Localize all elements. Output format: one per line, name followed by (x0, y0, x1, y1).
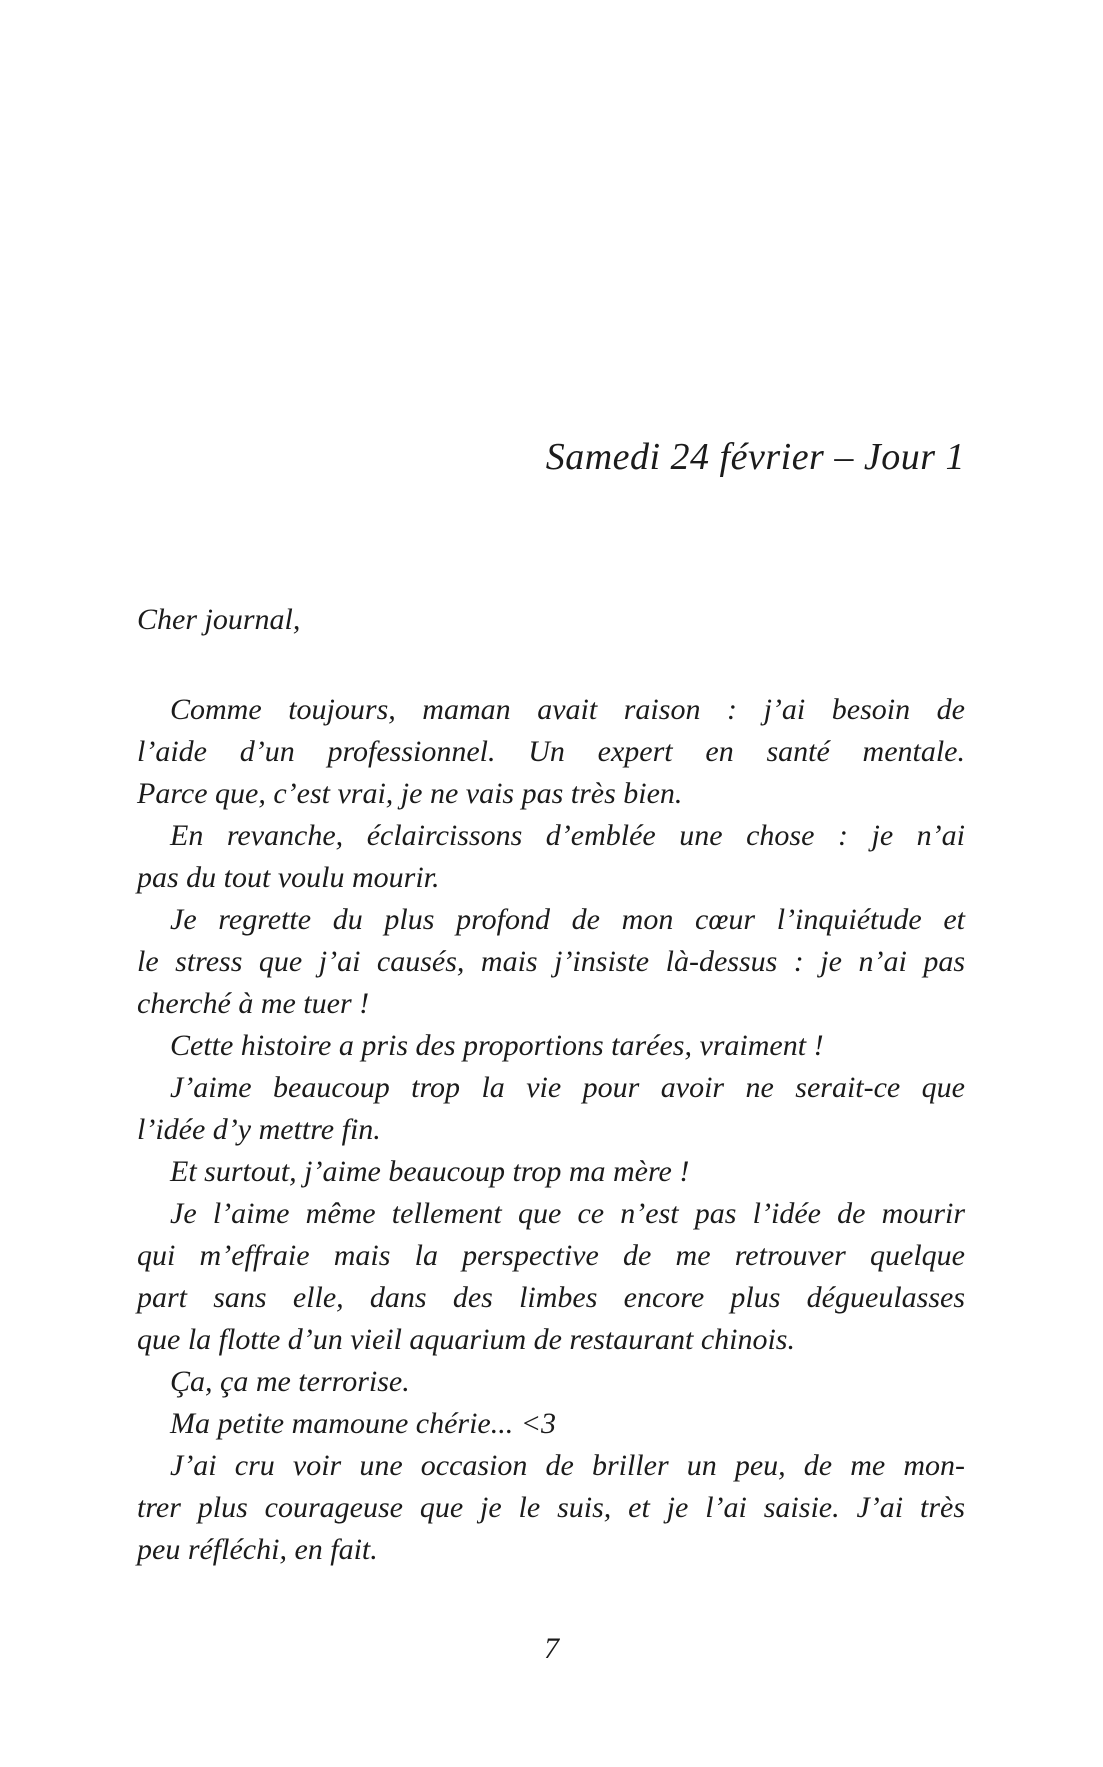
text-line: En revanche, éclaircissons d’emblée une chose : je n’ai (170, 819, 965, 852)
text-line: part sans elle, dans des limbes encore plus dégueulasses (137, 1281, 965, 1314)
text-line: le stress que j’ai causés, mais j’insiste là-dessus : je n’ai pas (137, 945, 965, 978)
text-line: que la flotte d’un vieil aquarium de restaurant chinois. (137, 1323, 795, 1356)
text-line: Je l’aime même tellement que ce n’est pas l’idée de mourir (170, 1197, 965, 1230)
text-line: Ma petite mamoune chérie... <3 (170, 1407, 556, 1440)
chapter-heading: Samedi 24 février – Jour 1 (545, 436, 965, 478)
text-line: Ça, ça me terrorise. (170, 1365, 410, 1398)
text-line: Comme toujours, maman avait raison : j’ai besoin de (170, 693, 965, 726)
text-line: J’ai cru voir une occasion de briller un peu, de me mon- (170, 1449, 965, 1482)
text-line: pas du tout voulu mourir. (137, 861, 440, 894)
text-line: l’aide d’un professionnel. Un expert en santé mentale. (137, 735, 965, 768)
text-line: l’idée d’y mettre fin. (137, 1113, 381, 1146)
text-line: Et surtout, j’aime beaucoup trop ma mère ! (170, 1155, 690, 1188)
page-number: 7 (544, 1632, 559, 1665)
text-line: peu réfléchi, en fait. (137, 1533, 378, 1566)
text-line: Parce que, c’est vrai, je ne vais pas très bien. (137, 777, 683, 810)
text-line: trer plus courageuse que je le suis, et je l’ai saisie. J’ai très (137, 1491, 965, 1524)
text-line: Je regrette du plus profond de mon cœur l’inquiétude et (170, 903, 965, 936)
salutation-line: Cher journal, (137, 603, 301, 636)
body-text (137, 689, 965, 1571)
text-line: cherché à me tuer ! (137, 987, 370, 1020)
text-line: J’aime beaucoup trop la vie pour avoir ne serait-ce que (170, 1071, 965, 1104)
text-line: Cette histoire a pris des proportions tarées, vraiment ! (170, 1029, 824, 1062)
text-line: qui m’effraie mais la perspective de me retrouver quelque (137, 1239, 965, 1272)
